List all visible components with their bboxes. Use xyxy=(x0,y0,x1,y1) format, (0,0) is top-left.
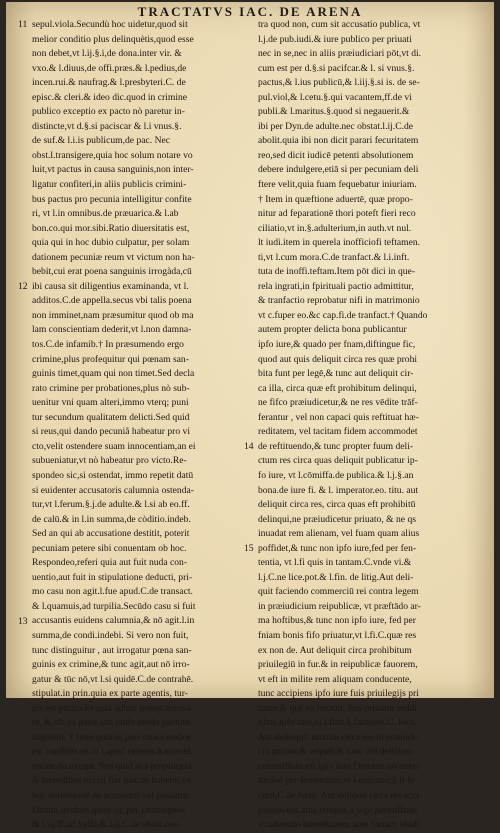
paragraph-number: 12 xyxy=(18,280,28,292)
text-line: bona.de iure fi. & l. imperator.eo. titu. aut xyxy=(258,484,419,496)
text-line: ibi per Dyn.de adulte.nec obstat.l.ij.C.de xyxy=(258,120,414,132)
text-line: ipfo iure,& quado per fnam,diftingue fic, xyxy=(258,339,416,351)
text-line: bita funt per legē,& tunc aut deliquit cir- xyxy=(258,368,414,380)
text-line: quit faciendo commerciū rei contra legem xyxy=(258,586,419,598)
text-line: ne fifco præiudicetur,& ne res vēdite trāf- xyxy=(258,397,418,409)
text-line: obst.l.transigere,quia hoc solum notare vo xyxy=(32,149,193,161)
left-text-column xyxy=(18,18,252,833)
text-line: tos.de do.except. Sed quid si a propinquis xyxy=(32,760,192,772)
text-line: † Item in quæftione aduertē, quæ propo- xyxy=(258,193,413,205)
paragraph-number: 15 xyxy=(244,542,254,554)
text-line: ciū priuati,& reipub.& tunc vbi delictum xyxy=(258,746,414,758)
text-line: guinis timet,quam qui non timet.Sed decla xyxy=(32,368,195,380)
running-header: TRACTATVS IAC. DE ARENA xyxy=(137,4,363,19)
text-line: tibus ipfo iure,vt l.fina.§.factoros.C. loca. xyxy=(258,717,417,729)
text-line: summa,de condi.indebi. Si vero non fuit, xyxy=(32,629,189,641)
text-line: ri, vt l.in omnibus.de præuarica.& l.ab xyxy=(32,208,179,220)
text-line: tur secundum qualitatem delicti.Sed quid xyxy=(32,411,190,423)
text-line: tunc distinguitur , aut irrogatur pœna san- xyxy=(32,644,192,656)
text-line: luit,vt pactus in causa sanguinis,non inter- xyxy=(32,164,194,176)
text-line: si euidenter accusatoris calumnia ostenda- xyxy=(32,484,194,496)
text-line: Dicunt quidam quod sic,per l.transigere, xyxy=(32,804,187,816)
text-line: melior conditio plus delinquètis,quod esse xyxy=(32,33,194,45)
text-line: ciliatio,vt in.§.adulterium,in auth.vt nul. xyxy=(258,222,412,234)
text-line: reo,sed dicit iudicē petenti absolutionem xyxy=(258,149,414,161)
text-line: ti,vt l.cum mora.C.de tranfact.& l.i.inft. xyxy=(258,251,410,263)
text-line: guinis ex crimine,& tunc agit,aut nō irro- xyxy=(32,659,190,671)
text-line: quod aut quis deliquit circa res quæ prohi xyxy=(258,353,418,365)
text-line: fniam bonis fifo priuatur,vt l.fi.C.quæ res xyxy=(258,629,417,641)
text-line: ibi causa sit diligentius examinanda, vt l. xyxy=(32,280,189,292)
text-line: si reus,qui dando pecuniã habeatur pro vi xyxy=(32,426,190,438)
text-line: tur,vt l.ferum.§.j.de adulte.& l.si ab eo.ff. xyxy=(32,499,190,511)
text-line: cum est per d.§.si pacifcar.& l. si vnus.§. xyxy=(258,62,415,74)
text-line: uatur,& quē ea locauit, fuis priuatur reddi xyxy=(258,702,417,714)
text-line: spondeo sic,si ostendat, immo repetit datū xyxy=(32,469,194,481)
text-line: abolit.quia ibi non dicit parari fecuritatem xyxy=(258,135,419,147)
text-line: Respondeo,referi quia aut fuit nuda con- xyxy=(32,557,188,569)
text-line: est conditio rei,vt l.apud celsum.§.marcel. xyxy=(32,746,193,758)
text-line: accusantis euidens calumnia,& nō agit.l.in xyxy=(32,615,195,627)
text-line: subueniatur,vt nò habeatur pro victo.Re- xyxy=(32,455,187,467)
paragraph-number: 11 xyxy=(18,19,28,30)
text-line: hoc defensionē ne accusetur vel puniatur. xyxy=(32,789,191,801)
text-line: tur,fed per fententiam,vt l.quicunq;§.fi fe xyxy=(258,775,415,787)
text-line: vt c.fuper eo.&c cap.fi.de tranfact.† Quando xyxy=(258,309,428,321)
text-line: tra quod non, cum sit accusatio publica, vt xyxy=(258,19,421,30)
text-line: & tranfactio reprobatur nifi in matrimonio xyxy=(258,295,420,307)
text-line: delinqui,ne præiudicetur priuato, & ne qs xyxy=(258,513,416,525)
text-line: nec in se,nec in aliis præiudiciari pōt,vt di. xyxy=(258,48,422,60)
text-line: piendo eas ante tempus a lege permiffum, xyxy=(258,804,418,816)
text-line: crimine,plus profequitur qui pœnam san- xyxy=(32,353,189,365)
text-line: lam conscientiam dederit,vt l.non damna- xyxy=(32,324,192,336)
text-line: ctum res circa quas deliquit publicatur ip- xyxy=(258,455,418,467)
text-line: & hæredibus occisi fiat pax,an habebit ex xyxy=(32,775,192,787)
text-line: quia qui in hoc dubio culpatur, per solam xyxy=(32,237,190,249)
right-text-column xyxy=(244,18,478,833)
text-line: inuadat rem alienam, vel fuam quam alius xyxy=(258,528,420,540)
text-line: poffidet,& tunc non ipfo iure,fed per fen- xyxy=(258,542,417,554)
text-line: de reftituendo,& tunc propter fuum deli- xyxy=(258,440,414,452)
text-line: ca illa, circa quæ eft prohibitum delinqui, xyxy=(258,382,417,394)
text-line: impleuit, † Item quia in pari causa melior xyxy=(32,731,191,743)
text-line: publico exceptio ex pacto nò paretur in- xyxy=(32,106,185,118)
text-line: rato crimine per probationes,plus nò sub- xyxy=(32,382,190,394)
text-line: l.j.de pub.iudi.& iure publico per priuati xyxy=(258,33,412,45)
paragraph-number: 14 xyxy=(244,440,254,452)
text-line: reditatem, vel tacitam fidem accommodet xyxy=(258,426,418,438)
text-line: Sed an qui ab accusatione destitit, poterit xyxy=(32,528,190,540)
text-line: pactus,& l.ius publicū,& l.iij.§.si is. de se- xyxy=(258,77,420,89)
text-line: ligatur confiteri,in aliis publicis crimini- xyxy=(32,179,187,191)
text-line: vt eft in milite rem aliquam conducente, xyxy=(258,673,412,685)
text-line: publi.& l.maritus.§.quod si negauerit.& xyxy=(258,106,410,118)
text-line: ex non de. Aut deliquit circa prohibitum xyxy=(258,644,412,656)
text-line: commiffum eft ipfo iure Domino nō aufer- xyxy=(258,760,422,772)
text-line: Aut delinquit mixtim circa res in præiudi- xyxy=(258,731,419,743)
text-line: tentia, vt l.fi quis in tantam.C.vnde vi.& xyxy=(258,557,412,569)
text-line: mo casu non agit.l.fue apud.C.de transact. xyxy=(32,586,193,598)
text-line: in præiudicium reipublicæ, vt præftādo ar- xyxy=(258,600,421,612)
text-line: non debet,vt l.ij.§.i,de dona.inter vir. & xyxy=(32,48,182,60)
text-line: ma hoftibus,& tunc non ipfo iure, fed per xyxy=(258,615,416,627)
text-line: cto,velit ostendere suam innocentiam,an ei xyxy=(32,440,196,452)
text-line: vxo.& l.diuus,de offi.præs.& l.pedius,de xyxy=(32,62,187,74)
text-line: dationem pecuniæ reum vt victum non ha- xyxy=(32,251,195,263)
text-line: & l.quamuis,ad turpilia.Secūdo casu si fuit xyxy=(32,600,196,612)
text-line: ftere velit,quia fuam fequebatur iniuriam. xyxy=(258,179,417,191)
text-line: re, & sic ex parte sua nullo modo pactum xyxy=(32,717,190,729)
text-line: vt adeundo hæreditatem ante factam vindi xyxy=(258,819,420,831)
text-line: cerit,C.de hære. Aut deliquit circa res acci xyxy=(258,789,420,801)
text-line: incen.rui.& naufrag.& l.presbyteri.C. de xyxy=(32,77,186,89)
text-line: lt iudi.item in querela inofficiofi teftamen. xyxy=(258,237,421,249)
text-line: bebit,cui erat poena sanguinis irrogàda,cū xyxy=(32,266,192,278)
paragraph-number: 13 xyxy=(18,615,28,627)
text-line: de calū.& in l.in summa,de còditio.indeb. xyxy=(32,513,191,525)
text-line: tuta de inoffi.teftam.Item pōt dici in que- xyxy=(258,266,416,278)
text-line: rela ingrati,in fpirituali pactio admittitur, xyxy=(258,280,414,292)
text-line: autem propter delicta bona publicantur xyxy=(258,324,407,336)
text-line: tunc accipiens ipfo iure fuis priuilegijs pri xyxy=(258,688,419,700)
text-line: non imminet,nam præsumitur quod ob ma xyxy=(32,309,194,321)
text-line: uentio,aut fuit in stipulatione deducti, pri- xyxy=(32,571,193,583)
text-line: bus pactus pro pecunia intelligitur confite xyxy=(32,193,192,205)
text-line: additos.C.de appella.secus vbi talis poena xyxy=(32,295,192,307)
text-line: pecuniam petere sibi conuentam ob hoc. xyxy=(32,542,187,554)
text-line: sepul.viola.Secundù hoc uidetur,quod sit xyxy=(32,19,188,30)
text-line: ferantur , vel non capaci quis reftituat hæ- xyxy=(258,411,419,423)
text-line: distincte,vt d.§.si pacìscar & l.i vnus.§. xyxy=(32,120,182,132)
text-line: episc.& cleri.& ideo dic.quod in crimine xyxy=(32,91,188,103)
text-line: & l.iij.ff.ad Sylla.& l.ij.C.de aboli.con- xyxy=(32,819,182,831)
text-line: l.j.C.ne lice.pot.& l.fin. de litig.Aut deli- xyxy=(258,571,414,583)
text-line: pis est pactio.Et quia adhuc potest accusa- xyxy=(32,702,194,714)
text-line: fo iure, vt l.cōmiffa.de publica.& l.j.§.an xyxy=(258,469,414,481)
text-line: gatur & tūc nō,vt l.si quidē.C.de contrahē. xyxy=(32,673,194,685)
text-line: deliquit circa res, circa quas eft prohibitū xyxy=(258,499,416,511)
text-line: de suf.& l.i.is publicum,de pac. Nec xyxy=(32,135,171,147)
text-line: tos.C.de infamib.† In præsumendo ergo xyxy=(32,339,184,351)
text-line: debere indulgere,etiā si per pecuniam deli xyxy=(258,164,419,176)
text-line: priuilegiū in fur.& in reipublicæ fauorem, xyxy=(258,659,418,671)
text-line: stipulat.in prin.quia ex parte agentis, tur- xyxy=(32,688,188,700)
text-line: pul.viol,& l.cetu.§.qui vacantem,ff.de vi xyxy=(258,91,412,103)
text-line: uenitur vni quam alteri,immo vterq; puni xyxy=(32,397,189,409)
text-line: bon.co.qui mor.sibi.Ratio diuersitatis est, xyxy=(32,222,190,234)
book-page xyxy=(6,2,494,831)
text-line: nitur ad feparationē thori poteft fieri reco xyxy=(258,208,416,220)
